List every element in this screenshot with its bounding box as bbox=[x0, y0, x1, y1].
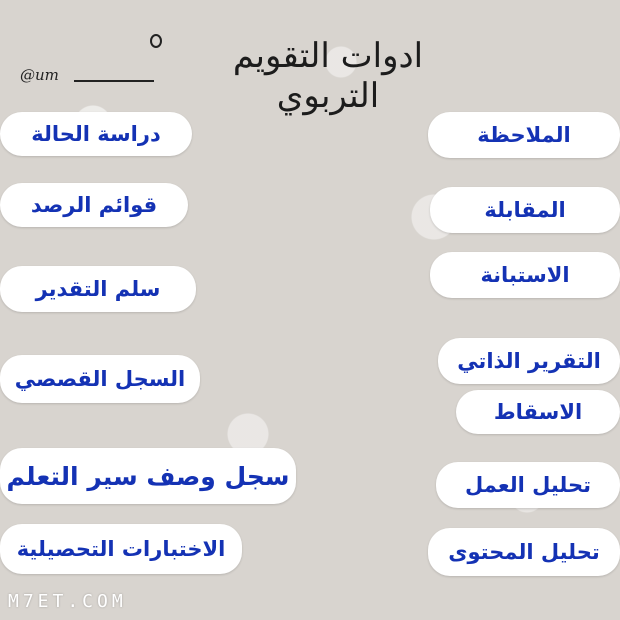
author-handle: @um bbox=[20, 66, 59, 84]
left-item-label: سلم التقدير bbox=[35, 277, 161, 301]
left-item-case-study bbox=[0, 112, 192, 156]
left-item-learning-log bbox=[0, 448, 296, 504]
left-item-label: الاختبارات التحصيلية bbox=[16, 537, 226, 561]
right-item-questionnaire bbox=[430, 252, 620, 298]
right-item-task-analysis bbox=[436, 462, 620, 508]
left-item-achievement-tests bbox=[0, 524, 242, 574]
right-item-label: الملاحظة bbox=[477, 123, 571, 147]
left-item-label: السجل القصصي bbox=[14, 367, 186, 391]
right-item-label: المقابلة bbox=[484, 198, 566, 222]
right-item-observation bbox=[428, 112, 620, 158]
handle-flourish bbox=[150, 34, 162, 48]
right-item-content-analysis bbox=[428, 528, 620, 576]
site-watermark: M7ET.COM bbox=[8, 591, 127, 612]
right-item-label: تحليل العمل bbox=[465, 473, 591, 497]
right-item-label: الاسقاط bbox=[493, 400, 583, 424]
page-title: ادوات التقويم التربوي bbox=[232, 36, 424, 116]
right-item-label: تحليل المحتوى bbox=[448, 540, 600, 564]
left-item-label: دراسة الحالة bbox=[31, 122, 161, 146]
handle-underline bbox=[74, 80, 154, 82]
left-item-checklists bbox=[0, 183, 188, 227]
left-item-label: قوائم الرصد bbox=[30, 193, 158, 217]
left-item-label: سجل وصف سير التعلم bbox=[6, 461, 290, 491]
right-item-projection bbox=[456, 390, 620, 434]
left-item-anecdotal-record bbox=[0, 355, 200, 403]
right-item-label: التقرير الذاتي bbox=[457, 349, 601, 373]
left-item-rating-scale bbox=[0, 266, 196, 312]
right-item-self-report bbox=[438, 338, 620, 384]
right-item-interview bbox=[430, 187, 620, 233]
right-item-label: الاستبانة bbox=[480, 263, 570, 287]
